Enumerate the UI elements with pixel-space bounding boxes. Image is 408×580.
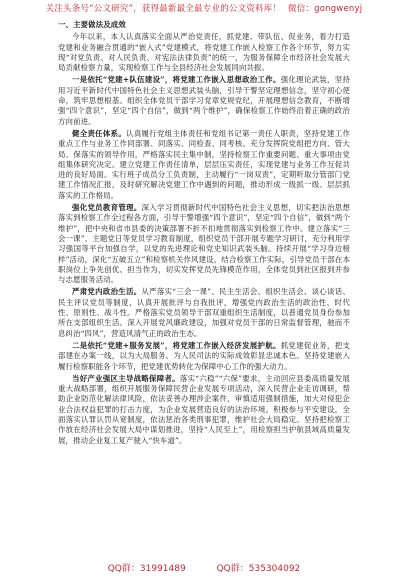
- paragraph-7-lead: 当好产业强区主导战略保障者。: [72, 373, 180, 383]
- paragraph-2: [58, 75, 350, 126]
- footer-qq-groups: [0, 561, 408, 574]
- footer-qq-group-1: QQ群：31991489: [107, 564, 186, 574]
- paragraph-5-body: 从严落实“三会一课”、民主生活会、组织生活会、谈心谈话、民主评议党员等制度，认真开展批评与自我批评，增强党内政治生活的政治性、时代性、原则性、战斗性。严格落实党员领导干部双重组织生活制度，以普通党员身份参加所在支部组织生活。深入开展党风廉政建设，加强对党员干部的日常监督管理，驰而不息纠治“四风”，营造风清气正的政治生态。: [58, 287, 350, 338]
- paragraph-2-lead: 一是依托“党建+队伍建设”，将党建工作嵌入思想政治工作。: [72, 75, 281, 85]
- paragraph-6: [58, 341, 350, 372]
- section-heading: 一、主要做法及成效: [58, 20, 126, 29]
- paragraph-7-body: 落实“六稳”“六保”要求，主动回应县委高质量发展重大战略部署，组织开展服务保障民营企业发展专项活动，深入民营企业走访调研，帮助企业防范化解法律风险，依法妥善办理涉企案件，审慎适用强制措施，加大对侵犯企业合法权益犯罪的打击力度，为企业发展营造良好的法治环境。积极参与平安建设，全面落实认罪认罚从宽制度，依法惩治各类刑事犯罪，维护社会大局稳定。坚持把检察工作放在经济社会发展大局中谋划推进，坚持“人民至上”，用检察担当护航县域高质量发展，推动企业复工复产驶入“快车道”。: [58, 373, 351, 445]
- paragraph-7: [58, 374, 350, 446]
- document-body: [58, 18, 350, 448]
- paragraph-3-body: 认真履行党组主体责任和党组书记第一责任人职责，坚持党建工作重点工作与业务工作同部署、同落实、同检查、同考核。充分发挥院党组把方向、管大局、保落实的领导作用，严格落实民主集中制，坚持检察工作重要问题、重大事项由党组集体研究决定。建立党建工作责任清单，层层压实责任，实现党建与业务工作互促共进的良好局面。实行班子成员分工负责制，主动履行“一岗双责”，定期听取分管部门党建工作情况汇报，及时研究解决党建工作中遇到的问题，推动形成一级抓一级、层层抓落实的工作格局。: [58, 128, 350, 200]
- banner-text: 关注头条号“公文研究”，获得最新最全最专业的公文资料库！: [45, 4, 282, 14]
- paragraph-4: [58, 203, 350, 285]
- footer-qq-group-2: QQ群：535304092: [216, 564, 301, 574]
- paragraph-4-body: 深入学习贯彻新时代中国特色社会主义思想，切实把法治思想落实到检察工作全过程各方面，引导干警增强“四个意识”，坚定“四个自信”，做到“两个维护”，把中央和省市县委的决策部署不折不扣地贯彻落实到检察工作中。建立落实“三会一课”、主题党日等党员学习教育制度，组织党员干部开展专题学习研讨，充分利用学习强国等平台加强自学，以党的先进理论和党史知识武装头脑。持续开展“学习身边榜样”活动，深化“五破五立”和检察机关作风建设，结合检察工作实际，引导党员干部在本职岗位上争先创优、担当作为，切实发挥党员先锋模范作用，全体党员到社区报到并参与志愿服务活动。: [58, 203, 350, 285]
- paragraph-3-lead: 健全责任体系。: [72, 128, 127, 138]
- paragraph-6-lead: 二是依托“党建+服务发展”，将党建工作嵌入经济发展护航。: [72, 340, 281, 350]
- paragraph-4-lead: 强化党员教育管理。: [72, 203, 142, 213]
- banner-wechat: 微信：gongwenyj: [288, 4, 363, 14]
- paragraph-5: [58, 287, 350, 338]
- paragraph-6-body: 抓党建促业务，把支部建在办案一线，以为大局服务、为人民司法的实际成效彰显忠诚本色。坚持党建嵌入履行检察职能各个环节，把党建优势转化为保障中心工作的强大动力。: [58, 340, 350, 371]
- paragraph-2-body: 强化理论武装，坚持用习近平新时代中国特色社会主义思想武装头脑，引导干警坚定理想信念，坚守初心使命，筑牢思想根基。组织全体党员干部学习党章党规党纪，开展理想信念教育，不断增强“四个意识”，坚定“四个自信”，做到“两个维护”，确保检察工作始终沿着正确的政治方向前进。: [58, 75, 350, 126]
- paragraph-1: 今年以来，本人认真落实全面从严治党责任，抓党建、带队伍、促业务，着力打造党建和业务融合贯通的“嵌入式”党建模式，将党建工作嵌入检察工作各个环节，努力实现“对党负责、对人民负责、对宪法法律负责”的统一，为服务保障全市经济社会发展大局贡献检察力量，实现检察工作与全县经济社会发展同向共振。: [58, 32, 350, 73]
- header-banner: [0, 2, 408, 14]
- paragraph-5-lead: 严肃党内政治生活。: [72, 287, 142, 297]
- paragraph-3: [58, 129, 350, 201]
